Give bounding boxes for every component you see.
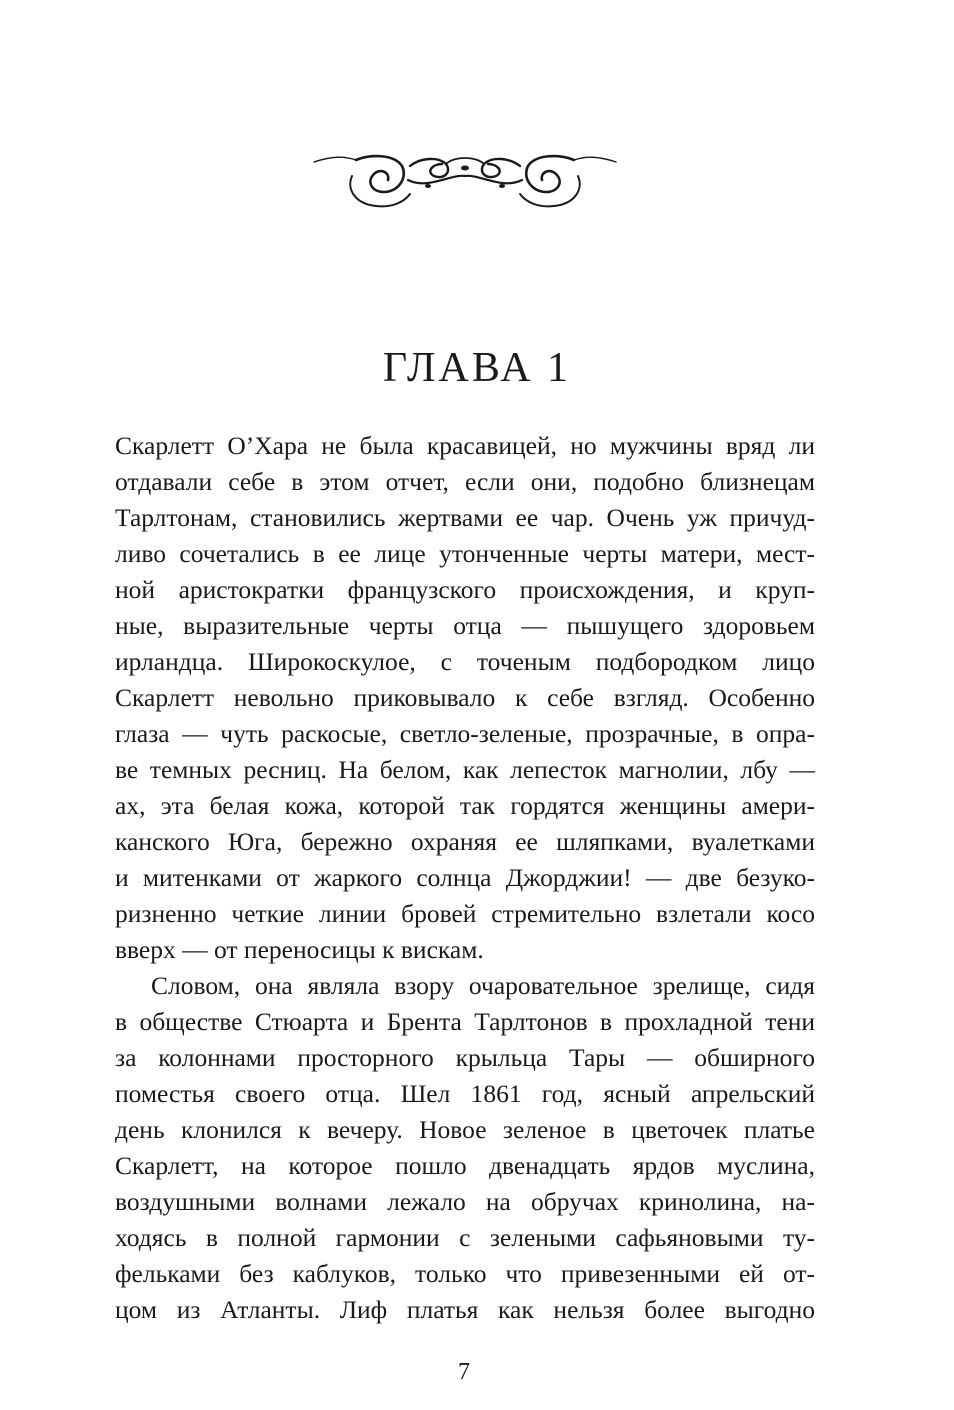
- text-line: вверх — от переносицы к вискам.: [115, 935, 484, 964]
- text-line: Скарлетт, на которое пошло двенадцать ярдов муслина,: [115, 1151, 815, 1180]
- text-line: ные, выразительные черты отца — пышущего здоровьем: [115, 611, 815, 640]
- text-line: глаза — чуть раскосые, светло-зеленые, прозрачные, в опра-: [115, 719, 815, 748]
- text-line: и митенками от жаркого солнца Джорджии! — две безуко-: [115, 863, 815, 892]
- text-line: фельками без каблуков, только что привезенными ей от-: [115, 1259, 815, 1288]
- text-line: канского Юга, бережно охраняя ее шляпками, вуалетками: [115, 827, 815, 856]
- text-line: в обществе Стюарта и Брента Тарлтонов в прохладной тени: [115, 1007, 815, 1036]
- text-line: Скарлетт невольно приковывало к себе взгляд. Особенно: [115, 683, 815, 712]
- text-line: ризненно четкие линии бровей стремительно взлетали косо: [115, 899, 815, 928]
- text-line: Тарлтонам, становились жертвами ее чар. Очень уж причуд-: [115, 503, 815, 532]
- text-line: за колоннами просторного крыльца Тары — обширного: [115, 1043, 815, 1072]
- flourish-ornament-icon: [312, 146, 618, 216]
- text-line: Словом, она являла взору очаровательное зрелище, сидя: [151, 971, 815, 1000]
- text-line: ходясь в полной гармонии с зелеными сафьяновыми ту-: [115, 1223, 815, 1252]
- text-line: отдавали себе в этом отчет, если они, подобно близнецам: [115, 467, 815, 496]
- body-text: [115, 428, 815, 1328]
- page-number: 7: [458, 1359, 470, 1385]
- text-line: день клонился к вечеру. Новое зеленое в цветочек платье: [115, 1115, 815, 1144]
- chapter-title: ГЛАВА 1: [382, 345, 572, 391]
- text-line: Скарлетт О’Хара не была красавицей, но мужчины вряд ли: [115, 431, 815, 460]
- text-line: ве темных ресниц. На белом, как лепесток магнолии, лбу —: [115, 755, 815, 784]
- text-line: ирландца. Широкоскулое, с точеным подбородком лицо: [115, 647, 815, 676]
- text-line: поместья своего отца. Шел 1861 год, ясный апрельский: [115, 1079, 815, 1108]
- text-line: ах, эта белая кожа, которой так гордятся женщины амери-: [115, 791, 815, 820]
- text-line: ливо сочетались в ее лице утонченные черты матери, мест-: [115, 539, 815, 568]
- text-line: воздушными волнами лежало на обручах кринолина, на-: [115, 1187, 815, 1216]
- text-line: цом из Атланты. Лиф платья как нельзя более выгодно: [115, 1295, 815, 1324]
- text-line: ной аристократки французского происхождения, и круп-: [115, 575, 815, 604]
